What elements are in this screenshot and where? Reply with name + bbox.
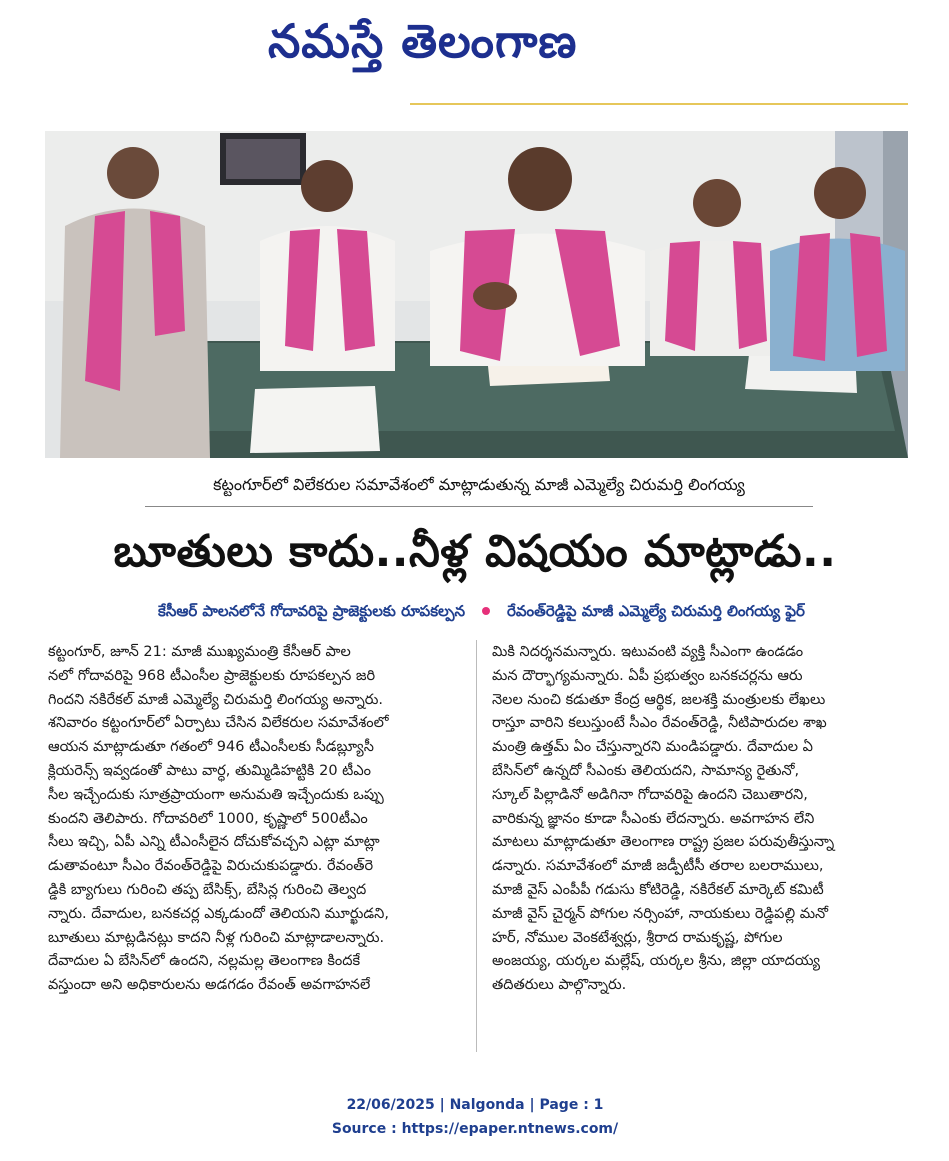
body-line: మంత్రి ఉత్తమ్ ఏం చేస్తున్నారని మండిపడ్డారు. దేవాదుల ఏ [492, 739, 813, 756]
body-line: కుందని తెలిపారు. గోదావరిలో 1000, కృష్ణాలో 500టీఎం [48, 810, 368, 827]
headline: బూతులు కాదు..నీళ్ల విషయం మాట్లాడు.. [113, 526, 837, 577]
body-line: సీల ఇచ్చేందుకు సూత్రప్రాయంగా అనుమతి ఇచ్చేందుకు ఒప్పు [48, 786, 384, 803]
body-line: హర్, నోముల వెంకటేశ్వర్లు, శ్రీరాద రామకృష్ణ, పోగుల [492, 929, 783, 946]
body-column-right [492, 641, 907, 998]
body-line: వస్తుందా అని అధికారులను అడగడం రేవంత్ అవగాహనలే [48, 977, 371, 994]
subhead-left: కేసీఆర్ పాలనలోనే గోదావరిపై ప్రాజెక్టులకు రూపకల్పన [157, 602, 465, 620]
body-line: డ్డికి బ్యాగులు గురించి తప్ప బేసిక్స్, బేసిన్ల గురించి తెల్వద [48, 881, 367, 898]
body-line: బూతులు మాట్లడినట్లు కాదని నీళ్ల గురించి మాట్లాడాలన్నారు. [48, 929, 385, 946]
body-line: నెలల నుంచి కడుతూ కేంద్ర ఆర్థిక, జలశక్తి మంత్రులకు లేఖలు [492, 691, 826, 708]
body-line: ఆయన మాట్లాడుతూ గతంలో 946 టీఎంసీలకు సీడబ్ల్యూసీ [48, 739, 374, 756]
masthead-title: నమస్తే తెలంగాణ [268, 14, 578, 68]
footer-edition-line: 22/06/2025 | Nalgonda | Page : 1 [346, 1097, 604, 1113]
footer-source-line: Source : https://epaper.ntnews.com/ [331, 1121, 619, 1137]
body-line: రాస్తూ వారిని కలుస్తుంటే సీఎం రేవంత్‌రెడ్డి, నీటిపారుదల శాఖ [492, 715, 827, 732]
body-line: వారికున్న జ్ఞానం కూడా సీఎంకు లేదన్నారు. అవగాహన లేని [492, 810, 815, 827]
body-line: సీలు ఇచ్చి, ఏపీ ఎన్ని టీఎంసీలైన దోచుకోవచ్చని ఎట్లా మాట్లా [48, 834, 380, 851]
press-meet-photo [45, 131, 908, 458]
subhead-bullet [482, 607, 490, 615]
body-line: డన్నారు. సమావేశంలో మాజీ జడ్పీటీసీ తరాల బలరాములు, [492, 858, 824, 875]
photo-caption-box [145, 466, 813, 507]
body-line: తదితరులు పాల్గొన్నారు. [492, 977, 627, 994]
body-line: మన దౌర్భాగ్యమన్నారు. ఏపీ ప్రభుత్వం బనకచర్లను ఆరు [492, 667, 803, 684]
body-line: మాజీ వైస్ ఎంపీపీ గడుసు కోటిరెడ్డి, నకిరేకల్ మార్కెట్ కమిటీ [492, 881, 824, 898]
body-line: డుతావంటూ సీఎం రేవంత్‌రెడ్డిపై విరుచుకుపడ్డారు. రేవంత్‌రె [48, 858, 374, 875]
subhead-right: రేవంత్‌రెడ్డిపై మాజీ ఎమ్మెల్యే చిరుమర్తి లింగయ్య ఫైర్ [507, 602, 805, 620]
body-column-left [48, 641, 468, 998]
body-line: మాటలు మాట్లాడుతూ తెలంగాణ రాష్ట్ర ప్రజల పరువుతీస్తున్నా [492, 834, 835, 851]
column-divider [476, 640, 477, 1052]
body-line: స్కూల్ పిల్లాడినో అడిగినా గోదావరిపై ఉందని చెబుతారని, [492, 786, 808, 803]
body-line: క్లియరెన్స్ ఇవ్వడంతో పాటు వార్ధ, తుమ్మిడిహట్టికి 20 టీఎం [48, 762, 372, 779]
body-line: శనివారం కట్టంగూర్‌లో ఏర్పాటు చేసిన విలేకరుల సమావేశంలో [48, 715, 389, 732]
body-line: మాజీ వైస్ చైర్మన్ పోగుల నర్సింహా, నాయకులు రెడ్డిపల్లి మనో [492, 905, 829, 922]
photo-caption: కట్టంగూర్‌లో విలేకరుల సమావేశంలో మాట్లాడుతున్న మాజీ ఎమ్మెల్యే చిరుమర్తి లింగయ్య [213, 474, 745, 494]
body-line: దేవాదుల ఏ బేసిన్‌లో ఉందని, నల్లమల్ల తెలంగాణ కిందకే [48, 953, 361, 970]
body-line: నలో గోదావరిపై 968 టీఎంసీల ప్రాజెక్టులకు రూపకల్పన జరి [48, 667, 376, 684]
body-line: గిందని నకిరేకల్ మాజీ ఎమ్మెల్యే చిరుమర్తి లింగయ్య అన్నారు. [48, 691, 383, 708]
body-line: కట్టంగూర్, జూన్ 21: మాజీ ముఖ్యమంత్రి కేసీఆర్ పాల [48, 644, 351, 660]
masthead-rule [410, 103, 908, 105]
body-line: బేసిన్‌లో ఉన్నదో సీఎంకు తెలియదని, సామాన్య రైతునో, [492, 762, 800, 779]
body-line: అంజయ్య, యర్కల మల్లేష్, యర్కల శ్రీను, జిల్లా యాదయ్య [492, 953, 820, 970]
body-line: మికి నిదర్శనమన్నారు. ఇటువంటి వ్యక్తి సీఎంగా ఉండడం [492, 644, 804, 660]
body-line: న్నారు. దేవాదుల, బనకచర్ల ఎక్కడుందో తెలియని మూర్ఖుడని, [48, 905, 389, 922]
